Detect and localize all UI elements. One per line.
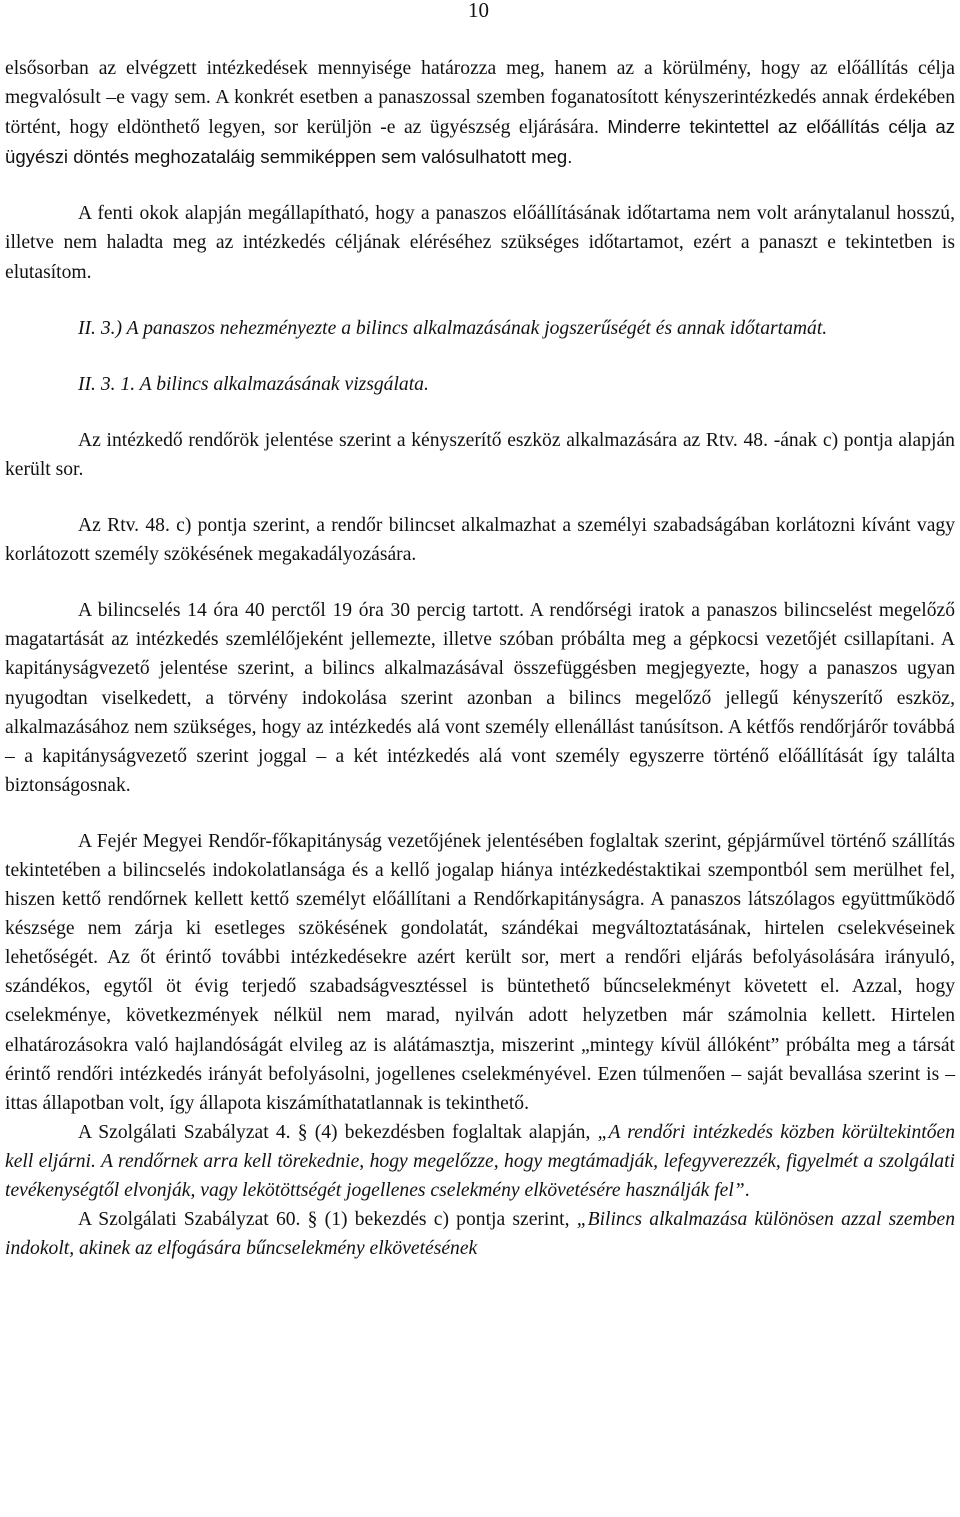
paragraph-handcuffing: A bilincselés 14 óra 40 perctől 19 óra 30 percig tartott. A rendőrségi iratok a panaszos bilincselést megelőző magatartását az intézkedés szemlélőjeként jellemezte, illetve szóban próbálta meg a gépkocsi vezetőjét csillapítani. A kapitányságvezető jelentése szerint, a bilincs alkalmazásával összefüggésben megjegyezte, hogy a panaszos ugyan nyugodtan viselkedett, a törvény indokolása szerint azonban a bilincs megelőző jellegű kényszerítő eszköz, alkalmazásához nem szükséges, hogy az intézkedés alá vont személy ellenállást tanúsítson. A kétfős rendőrjárőr továbbá – a kapitányságvezető szerint joggal – a két intézkedés alá vont személy egyszerre történő előállítását így találta biztonságosnak. [5, 600, 955, 796]
regulation-quote: „A rendőri intézkedés közben körültekintően kell eljárni. A rendőrnek arra kell törekednie, hogy megelőzze, hogy megtámadják, lefegyverezzék, figyelmét a szolgálati tevékenységtől elvonják, vagy lekötöttségét jogellenes cselekmény elkövetésére használják fel” [5, 1121, 955, 1201]
paragraph-text: . [744, 1180, 750, 1201]
paragraph-text: A Szolgálati Szabályzat 4. § (4) bekezdésben foglaltak alapján, [78, 1121, 598, 1143]
subsection-heading: II. 3. 1. A bilincs alkalmazásának vizsgálata. [78, 373, 429, 395]
document-body [5, 54, 955, 1263]
paragraph-text-sans: Minderre tekintettel az előállítás célja az ügyészi döntés meghozataláig semmiképpen sem valósulhatott meg. [5, 116, 956, 168]
paragraph-regulation-4 [5, 1118, 955, 1205]
section-heading: II. 3.) A panaszos nehezményezte a bilincs alkalmazásának jogszerűségét és annak időtartamát. [78, 317, 828, 339]
page-number: 10 [468, 0, 489, 22]
paragraph-text: elsősorban az elvégzett intézkedések mennyisége határozza meg, hanem az a körülmény, hogy az előállítás célja megvalósult –e vagy sem. A konkrét esetben a panaszossal szemben foganatosított kényszerintézkedés annak érdekében történt, hogy eldönthető legyen, sor kerüljön -e az ügyészség eljárására. [5, 58, 955, 139]
paragraph-report [5, 426, 955, 484]
paragraph-legal-basis: Az Rtv. 48. c) pontja szerint, a rendőr bilincset alkalmazhat a személyi szabadságában korlátozni kívánt vagy korlátozott személy szökésének megakadályozására. [5, 515, 955, 566]
paragraph-text: -ának c) pontja alapján került sor. [5, 429, 955, 480]
paragraph-conclusion: A fenti okok alapján megállapítható, hogy a panaszos előállításának időtartama nem volt aránytalanul hosszú, illetve nem haladta meg az intézkedés céljának eléréséhez szükséges időtartamot, ezért a panaszt e tekintetben is elutasítom. [5, 203, 955, 283]
paragraph-text: Az intézkedő rendőrök jelentése szerint a kényszerítő eszköz alkalmazására az Rtv. 48. [78, 429, 768, 451]
paragraph-police-report: A Fejér Megyei Rendőr-főkapitányság vezetőjének jelentésében foglaltak szerint, gépjárművel történő szállítás tekintetében a bilincselés indokolatlansága és a kellő jogalap hiánya intézkedéstaktikai szempontból sem merülhet fel, hiszen kettő rendőrnek kellett kettő személyt előállítani a Rendőrkapitányságra. A panaszos látszólagos együttműködő készsége nem zárja ki esetleges szökésének gondolatát, szándékai megváltoztatásának, hirtelen cselekvéseinek lehetőségét. Az őt érintő további intézkedésekre azért került sor, mert a rendőri eljárás befolyásolására irányuló, szándékos, egytől öt évig terjedő szabadságvesztéssel is büntethető bűncselekményt követett el. Azzal, hogy cselekménye, következmények nélkül nem marad, nyilván adott helyzetben már számolnia kellett. Hirtelen elhatározásokra való hajlandóságát elvileg az is alátámasztja, miszerint „mintegy kívül állóként” próbálta meg a társát érintő rendőri intézkedés irányát befolyásolni, jogellenes cselekményével. Ezen túlmenően – saját bevallása szerint is – ittas állapotban volt, így állapota kiszámíthatatlannak is tekinthető. [5, 830, 955, 1114]
regulation-quote: „Bilincs alkalmazása különösen azzal szemben indokolt, akinek az elfogására bűncselekmény elkövetésének [5, 1209, 956, 1260]
paragraph-regulation-60 [5, 1205, 955, 1263]
paragraph-continuation [5, 54, 955, 172]
paragraph-text: A Szolgálati Szabályzat 60. § (1) bekezdés c) pontja szerint, [78, 1209, 577, 1231]
